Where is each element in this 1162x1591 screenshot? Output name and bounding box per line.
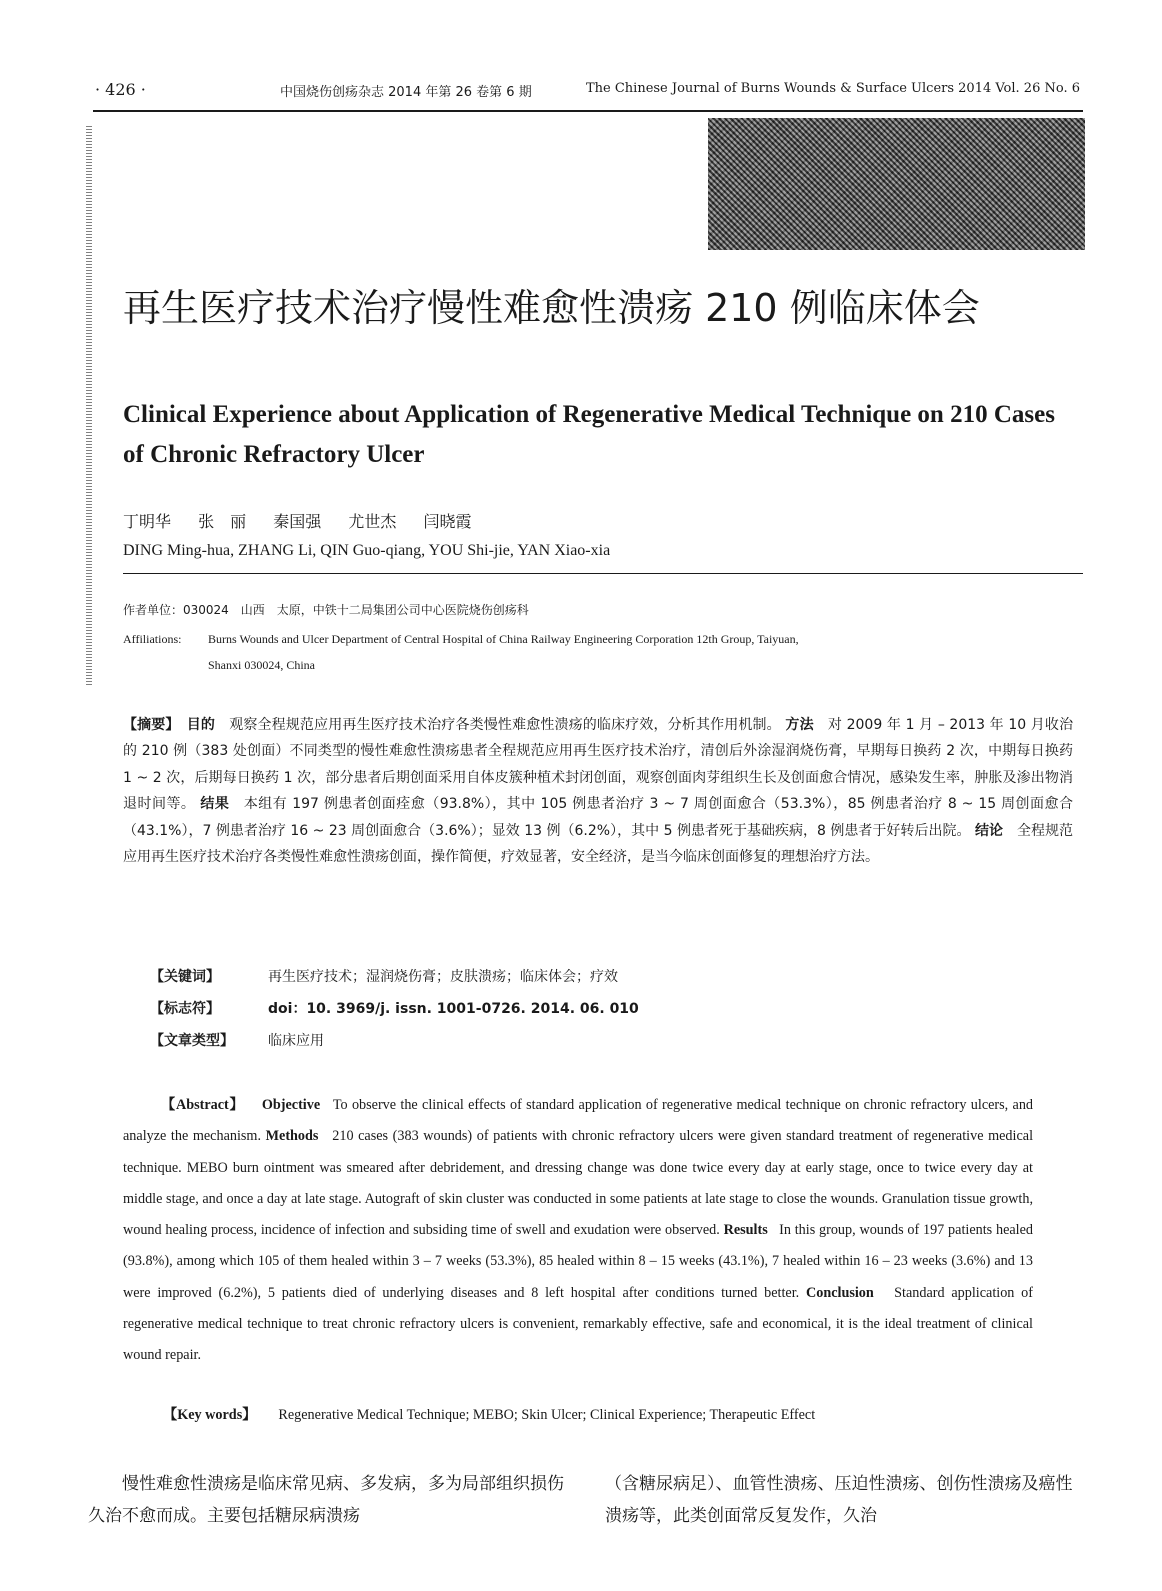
- decorative-pattern-block: [708, 118, 1085, 250]
- keywords-cn-label: 【关键词】: [150, 969, 220, 985]
- objective-label-en: Objective: [261, 1097, 321, 1113]
- abstract-en-label: 【Abstract】: [161, 1097, 245, 1113]
- keywords-cn-line: [150, 966, 618, 986]
- affiliation-label: Affiliations:: [123, 632, 182, 646]
- methods-en: 210 cases (383 wounds) of patients with chronic refractory ulcers were given standard treatment of regenerative medical technique. MEBO burn ointment was smeared after debridement, and dressing change was done twice every day at early stage, once to twice every day at middle stage, and once a day at late stage. Autograft of skin cluster was conducted in some patients at late stage to close the wounds. Granulation tissue growth, wound healing process, incidence of infection and subsiding time of swell and exudation were observed.: [123, 1128, 1034, 1239]
- author-cn: 丁明华: [123, 512, 172, 531]
- title-en: Clinical Experience about Application of Regenerative Medical Technique on 210 Cases of Chronic Refractory Ulcer: [123, 401, 1055, 468]
- journal-name-cn: 中国烧伤创疡杂志 2014 年第 26 卷第 6 期: [280, 85, 532, 100]
- methods-cn: 对 2009 年 1 月 – 2013 年 10 月收治的 210 例（383 处创面）不同类型的慢性难愈性溃疡患者全程规范应用再生医疗技术治疗，清创后外涂湿润烧伤膏，早期每日换药 2 次，中期每日换药 1 ~ 2 次，后期每日换药 1 次，部分患者后期创面采用自体皮簇种植术封闭创面，观察创面肉芽组织生长及创面愈合情况，感染发生率，肿胀及渗出物消退时间等。: [123, 717, 1074, 813]
- author-cn: 闫晓霞: [423, 512, 472, 531]
- abstract-cn: [123, 712, 1073, 870]
- abstract-cn-label: 【摘要】: [123, 717, 173, 733]
- author-cn: 张 丽: [198, 512, 247, 531]
- methods-label-en: Methods: [265, 1128, 319, 1145]
- affiliation-cn: 作者单位：030024 山西 太原，中铁十二局集团公司中心医院烧伤创疡科: [123, 603, 529, 617]
- keywords-en: Regenerative Medical Technique; MEBO; Skin Ulcer; Clinical Experience; Therapeutic Effect: [278, 1407, 816, 1423]
- body-column-right: （含糖尿病足）、血管性溃疡、压迫性溃疡、创伤性溃疡及癌性溃疡等，此类创面常反复发作，久治: [605, 1474, 1073, 1526]
- results-label-en: Results: [723, 1222, 768, 1239]
- affiliation-line-1: Burns Wounds and Ulcer Department of Central Hospital of China Railway Engineering Corporation 12th Group, Taiyuan,: [208, 632, 799, 646]
- conclusion-cn: 全程规范应用再生医疗技术治疗各类慢性难愈性溃疡创面，操作简便，疗效显著，安全经济，是当今临床创面修复的理想治疗方法。: [123, 822, 1074, 866]
- article-type: 临床应用: [268, 1033, 324, 1049]
- keywords-en-label: 【Key words】: [163, 1407, 257, 1423]
- results-cn: 本组有 197 例患者创面痊愈（93.8%），其中 105 例患者治疗 3 ~ 7 周创面愈合（53.3%），85 例患者治疗 8 ~ 15 周创面愈合（43.1%），7 例患者治疗 16 ~ 23 周创面愈合（3.6%）；显效 13 例（6.2%），其中 5 例患者死于基础疾病，8 例患者于好转后出院。: [123, 796, 1074, 839]
- conclusion-en: Standard application of regenerative medical technique to treat chronic refractory ulcers is convenient, remarkably effective, safe and economical, it is the ideal treatment of clinical wound repair.: [123, 1284, 1033, 1364]
- journal-name-en: The Chinese Journal of Burns Wounds & Surface Ulcers 2014 Vol. 26 No. 6: [585, 81, 1080, 96]
- conclusion-label-cn: 结论: [974, 822, 1003, 839]
- objective-cn: 观察全程规范应用再生医疗技术治疗各类慢性难愈性溃疡的临床疗效，分析其作用机制。: [229, 717, 781, 733]
- methods-label-cn: 方法: [785, 717, 814, 733]
- doi-line: [150, 998, 639, 1018]
- article-type-line: [150, 1030, 324, 1050]
- conclusion-label-en: Conclusion: [805, 1284, 874, 1301]
- body-column-left: 慢性难愈性溃疡是临床常见病、多发病，多为局部组织损伤久治不愈而成。主要包括糖尿病溃疡: [88, 1474, 564, 1526]
- results-label-cn: 结果: [200, 796, 230, 813]
- abstract-en: [123, 1090, 1033, 1372]
- running-header: [95, 80, 1080, 102]
- authors-en: DING Ming-hua, ZHANG Li, QIN Guo-qiang, YOU Shi-jie, YAN Xiao-xia: [123, 542, 611, 559]
- authors-cn: [123, 509, 493, 532]
- doi-label: 【标志符】: [150, 1001, 220, 1017]
- page-number: · 426 ·: [95, 80, 146, 99]
- results-en: In this group, wounds of 197 patients healed (93.8%), among which 105 of them healed within 3 – 7 weeks (53.3%), 85 healed within 8 – 15 weeks (43.1%), 7 healed within 16 – 23 weeks (3.6%) and 13 were improved (6.2%), 5 patients died of underlying diseases and 8 left hospital after conditions turned better.: [123, 1222, 1034, 1301]
- keywords-cn: 再生医疗技术；湿润烧伤膏；皮肤溃疡；临床体会；疗效: [268, 969, 618, 985]
- header-divider: [93, 110, 1083, 112]
- affiliation-en: [123, 626, 1083, 678]
- author-divider: [123, 573, 1083, 574]
- objective-en: To observe the clinical effects of standard application of regenerative medical technique on chronic refractory ulcers, and analyze the mechanism.: [123, 1097, 1034, 1145]
- objective-label-cn: 目的: [186, 717, 216, 733]
- author-cn: 秦国强: [273, 512, 322, 531]
- keywords-en-line: [163, 1404, 815, 1424]
- title-cn: 再生医疗技术治疗慢性难愈性溃疡 210 例临床体会: [123, 286, 980, 330]
- scan-edge-strip: [86, 125, 92, 685]
- doi-value: doi：10. 3969/j. issn. 1001-0726. 2014. 06. 010: [268, 1001, 639, 1017]
- author-cn: 尤世杰: [348, 512, 397, 531]
- affiliation-line-2: Shanxi 030024, China: [208, 658, 315, 672]
- article-type-label: 【文章类型】: [150, 1033, 234, 1049]
